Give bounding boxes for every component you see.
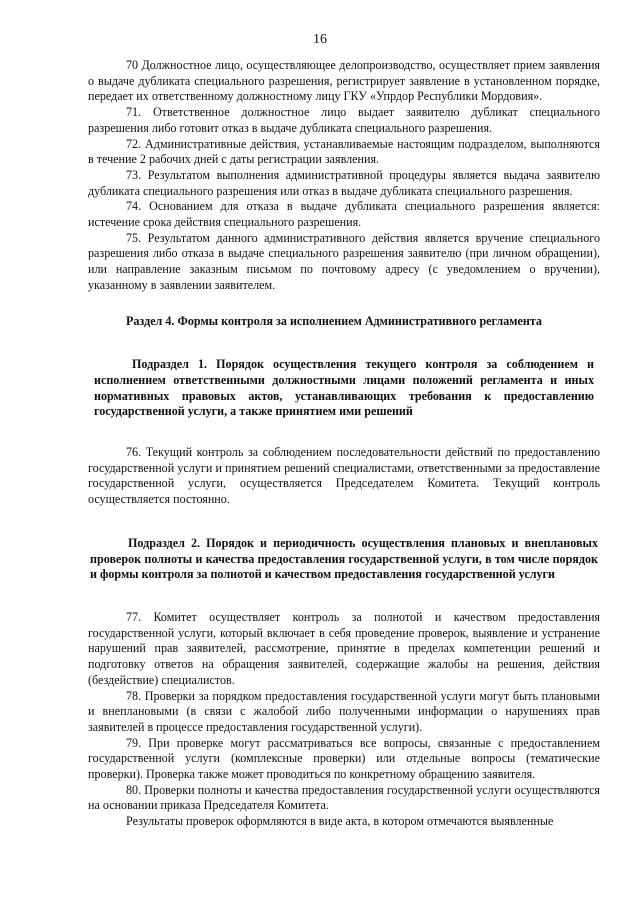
paragraph-70: 70 Должностное лицо, осуществляющее делопроизводство, осуществляет прием заявления о выдаче дубликата специального разрешения, регистрирует заявление в установленном порядке, передает их ответственному должностному лицу ГКУ «Упрдор Республики Мордовия». bbox=[88, 58, 600, 104]
paragraph-74: 74. Основанием для отказа в выдаче дубликата специального разрешения является: истечение срока действия специального разрешения. bbox=[88, 199, 600, 230]
paragraph-75: 75. Результатом данного административного действия является вручение специального разрешения либо отказа в выдаче специального разрешения заявителю (при личном обращении), или направление заказным письмом по почтовому адресу (с уведомлением о вручении), указанному в заявлении заявителем. bbox=[88, 230, 600, 292]
subsection-1-heading: Подраздел 1. Порядок осуществления текущего контроля за соблюдением и исполнением ответственными должностными лицами положений регламента и иных нормативных правовых актов, устанавливающих требования к предоставлению государственной услуги, а также принятием ими решений bbox=[94, 357, 594, 419]
paragraph-71: 71. Ответственное должностное лицо выдает заявителю дубликат специального разрешения либо готовит отказ в выдаче дубликата специального разрешения. bbox=[88, 105, 600, 135]
subsection-2-heading: Подраздел 2. Порядок и периодичность осуществления плановых и внеплановых проверок полноты и качества предоставления государственной услуги, в том числе порядок и формы контроля за полнотой и качеством предоставления государственной услуги bbox=[90, 535, 598, 582]
paragraph-80: 80. Проверки полноты и качества предоставления государственной услуги осуществляются на основании приказа Председателя Комитета. bbox=[88, 782, 600, 813]
document-body bbox=[88, 58, 600, 830]
paragraph-72: 72. Административные действия, устанавливаемые настоящим подразделом, выполняются в течение 2 рабочих дней с даты регистрации заявления. bbox=[88, 136, 600, 167]
paragraph-results: Результаты проверок оформляются в виде акта, в котором отмечаются выявленные bbox=[126, 814, 554, 829]
page-number: 16 bbox=[313, 32, 327, 47]
paragraph-73: 73. Результатом выполнения административной процедуры является выдача заявителю дубликата специального разрешения или отказ в выдаче дубликата специального разрешения. bbox=[88, 167, 600, 198]
paragraph-79: 79. При проверке могут рассматриваться все вопросы, связанные с предоставлением государственной услуги (комплексные проверки) или отдельные вопросы (тематические проверки). Проверка также может проводиться по конкретному обращению заявителя. bbox=[88, 735, 600, 782]
section-4-heading: Раздел 4. Формы контроля за исполнением Административного регламента bbox=[126, 313, 542, 328]
paragraph-76: 76. Текущий контроль за соблюдением последовательности действий по предоставлению государственной услуги и принятием решений специалистами, ответственными за предоставление государственной услуги, осуществляется Председателем Комитета. Текущий контроль осуществляется постоянно. bbox=[88, 445, 600, 507]
paragraph-77: 77. Комитет осуществляет контроль за полнотой и качеством предоставления государственной услуги, который включает в себя проведение проверок, выявление и устранение нарушений прав заявителей, рассмотрение, принятие в пределах компетенции решений и подготовку ответов на обращения заявителей, содержащие жалобы на решения, действия (бездействие) специалистов. bbox=[88, 609, 600, 687]
paragraph-78: 78. Проверки за порядком предоставления государственной услуги могут быть плановыми и внеплановыми (в связи с жалобой либо полученными информации о нарушениях прав заявителей в процессе предоставления государственной услуги). bbox=[88, 688, 600, 734]
